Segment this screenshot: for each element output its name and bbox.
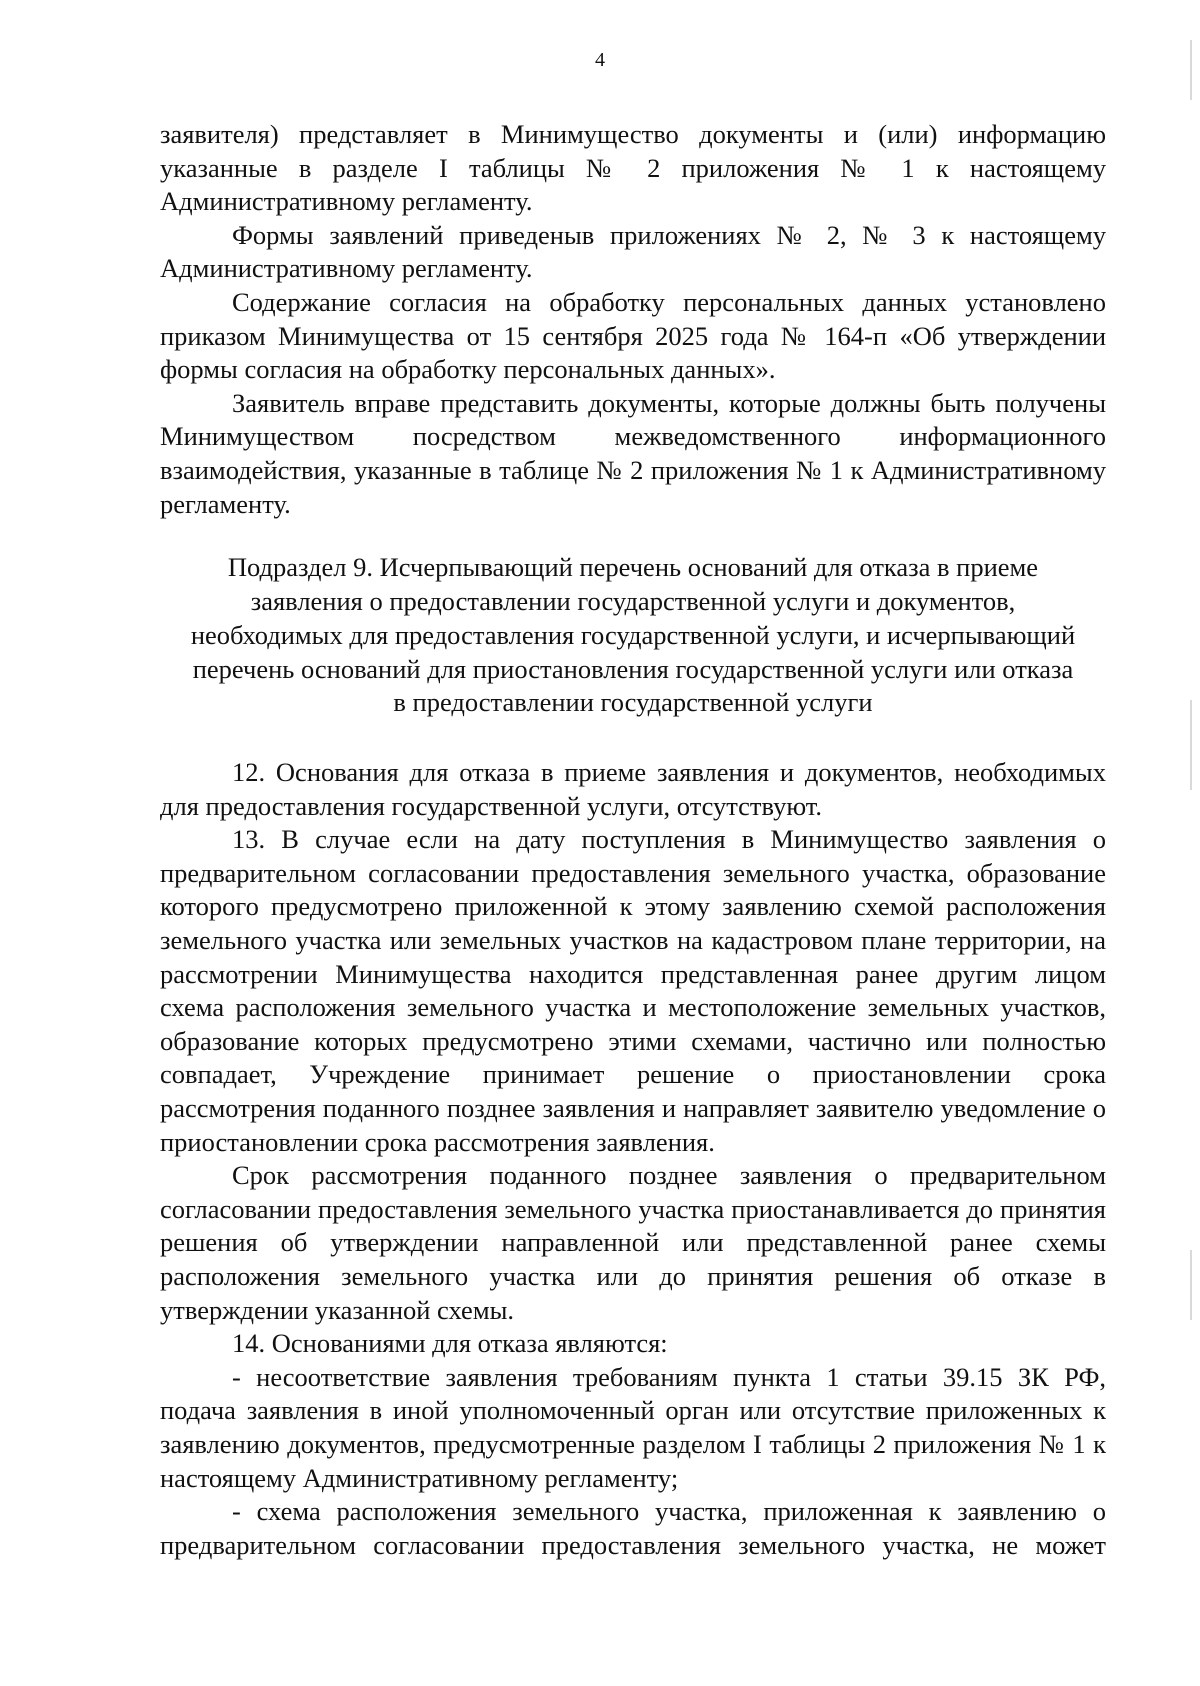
paragraph-refusal-ground-1: - несоответствие заявления требованиям пункта 1 статьи 39.15 ЗК РФ, подача заявления в иной уполномоченный орган или отсутствие приложенных к заявлению документов, предусмотренные разделом I таблицы 2 приложения № 1 к настоящему Административному регламенту;	[160, 1361, 1106, 1493]
scan-edge-mark	[1190, 1250, 1192, 1320]
paragraph-refusal-ground-2-continued: предварительном согласовании предоставления земельного участка, не может	[160, 1529, 1106, 1560]
paragraph-item-14: 14. Основаниями для отказа являются:	[232, 1328, 668, 1359]
paragraph-item-12: 12. Основания для отказа в приеме заявления и документов, необходимых для предоставления государственной услуги, отсутствуют.	[160, 757, 1106, 821]
document-body	[160, 118, 1106, 1562]
paragraph-refusal-ground-2: - схема расположения земельного участка, приложенная к заявлению о	[232, 1496, 1106, 1527]
heading-line: перечень оснований для приостановления государственной услуги или отказа	[192, 653, 1074, 684]
heading-line: заявления о предоставлении государственной услуги и документов,	[250, 585, 1016, 616]
heading-line: Подраздел 9. Исчерпывающий перечень оснований для отказа в приеме	[227, 552, 1039, 583]
paragraph-applicant-submits: заявителя) представляет в Минимущество документы и (или) информацию указанные в разделе I таблицы № 2 приложения № 1 к настоящему Административному регламенту.	[160, 119, 1106, 217]
page-number: 4	[595, 49, 605, 71]
scan-edge-mark	[1190, 700, 1192, 790]
paragraph-suspension-term: Срок рассмотрения поданного позднее заявления о предварительном согласовании предоставления земельного участка приостанавливается до принятия решения об утверждении направленной или представленной ранее схемы расположения земельного участка или до принятия решения об отказе в утверждении указанной схемы.	[160, 1160, 1106, 1325]
paragraph-application-forms: Формы заявлений приведеныв приложениях № 2, № 3 к настоящему Административному регламенту.	[160, 219, 1106, 284]
paragraph-consent-content: Содержание согласия на обработку персональных данных установлено приказом Минимущества от 15 сентября 2025 года № 164-п «Об утверждении формы согласия на обработку персональных данных».	[160, 286, 1106, 385]
heading-line: в предоставлении государственной услуги	[393, 687, 873, 718]
heading-line: необходимых для предоставления государственной услуги, и исчерпывающий	[190, 619, 1076, 650]
paragraph-applicant-right: Заявитель вправе представить документы, которые должны быть получены Минимуществом посредством межведомственного информационного взаимодействия, указанные в таблице № 2 приложения № 1 к Административному регламенту.	[160, 387, 1106, 519]
subsection-heading	[160, 551, 1106, 720]
paragraph-item-13: 13. В случае если на дату поступления в Минимущество заявления о предварительном согласовании предоставления земельного участка, образование которого предусмотрено приложенной к этому заявлению схемой расположения земельного участка или земельных участков на кадастровом плане территории, на рассмотрении Минимущества находится представленная ранее другим лицом схема расположения земельного участка и местоположение земельных участков, образование которых предусмотрено этими схемами, частично или полностью совпадает, Учреждение принимает решение о приостановлении срока рассмотрения поданного позднее заявления и направляет заявителю уведомление о приостановлении срока рассмотрения заявления.	[160, 824, 1106, 1157]
scan-edge-mark	[1190, 40, 1192, 100]
